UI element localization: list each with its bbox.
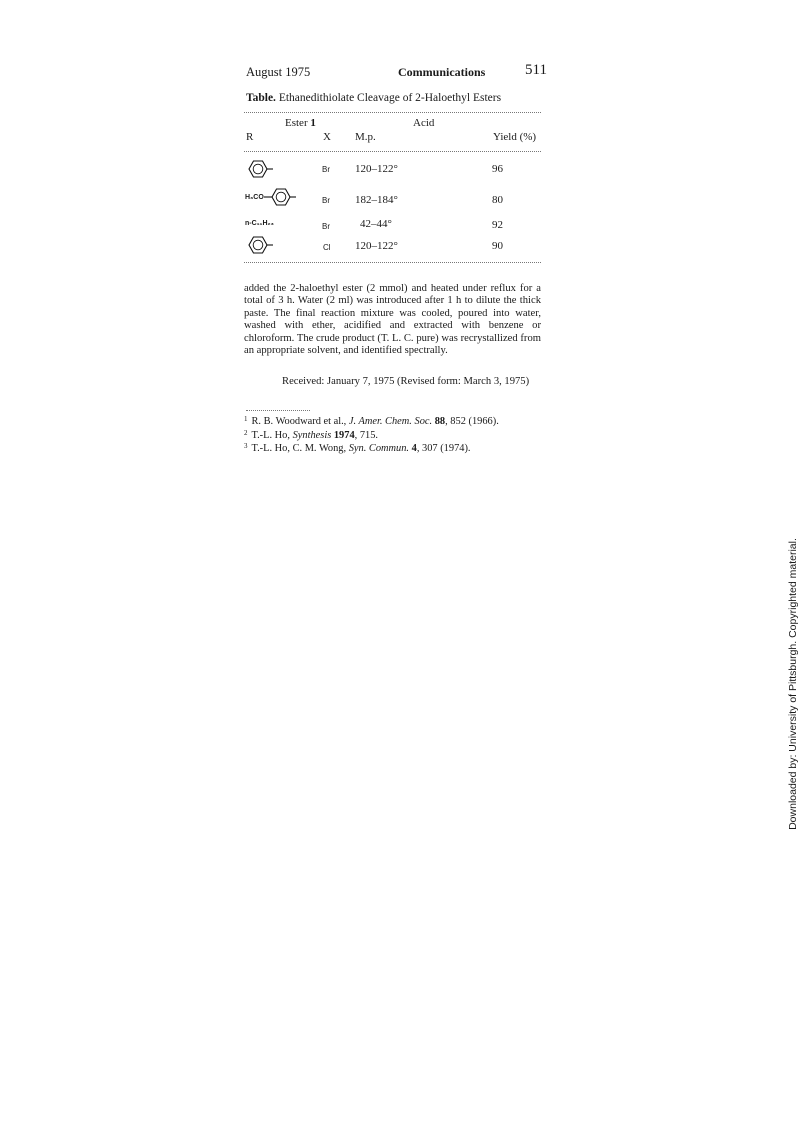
table-cell-mp: 42–44° [360,218,392,230]
download-side-note: Downloaded by: University of Pittsburgh. Copyrighted material. [787,538,799,830]
table-cell-x: Cl [323,243,331,252]
col-header-r: R [246,131,254,143]
page-number: 511 [525,62,547,78]
table-cell-yield: 92 [492,219,503,231]
table-header-rule [244,151,541,152]
table-cell-mp: 120–122° [355,240,398,252]
table-cell-x: Br [322,165,330,174]
table-cell-x: Br [322,222,330,231]
acid-group-header: Acid [413,117,435,129]
methoxyphenyl-structure-icon [264,186,304,213]
footnote-authors: T.-L. Ho, C. M. Wong, [251,443,349,454]
header-section: Communications [398,65,486,79]
footnote-2 [244,430,378,441]
table-cell-x: Br [322,196,330,205]
footnote-number: 2 [244,429,248,437]
table-label: Table. [246,92,276,104]
table-cell-mp: 120–122° [355,163,398,175]
ester-number: 1 [310,117,316,129]
footnote-journal: Synthesis [292,430,332,441]
footnote-rest: , 852 (1966). [445,416,499,427]
col-header-yield: Yield (%) [493,131,537,143]
table-cell-yield: 90 [492,240,503,252]
col-header-x: X [323,131,331,143]
header-date: August 1975 [246,65,311,79]
table-title [246,92,501,104]
footnote-volume: 88 [434,416,446,427]
footnote-rest: , 715. [354,430,379,441]
table-bottom-rule [244,262,541,263]
received-date: Received: January 7, 1975 (Revised form: March 3, 1975) [282,376,530,387]
methoxy-label: H₃CO [245,194,264,201]
footnote-volume: 4 [411,443,417,454]
table-cell-yield: 96 [492,163,503,175]
footnote-number: 1 [244,415,248,423]
col-header-mp: M.p. [355,131,376,143]
ester-label: Ester [285,117,308,129]
table-cell-yield: 80 [492,194,503,206]
ester-group-header [285,117,316,129]
footnote-authors: R. B. Woodward et al., [251,416,349,427]
footnote-rest: , 307 (1974). [416,443,471,454]
footnote-1 [244,416,499,427]
phenyl-structure-icon [244,158,276,185]
table-cell-mp: 182–184° [355,194,398,206]
footnote-volume: 1974 [333,430,355,441]
body-paragraph: added the 2-haloethyl ester (2 mmol) and heated under reflux for a total of 3 h. Water (2 ml) was introduced after 1 h to dilute the thick paste. The final reaction mixture was cooled, poured into water, washed with ether, acidified and extracted with benzene or chloroform. The crude product (T. L. C. pure) was recrystallized from an appropriate solvent, and identified spectrally. [244,283,541,357]
phenyl-structure-icon [244,234,276,261]
table-top-rule [244,112,541,113]
footnote-rule [246,410,310,411]
footnote-number: 3 [244,442,248,450]
footnote-3 [244,443,471,454]
table-title-text: Ethanedithiolate Cleavage of 2-Haloethyl Esters [278,92,502,104]
footnote-journal: J. Amer. Chem. Soc. [348,416,433,427]
alkyl-label: n-C₁₁H₂₃ [245,220,274,227]
footnote-journal: Syn. Commun. [348,443,410,454]
footnote-authors: T.-L. Ho, [251,430,293,441]
